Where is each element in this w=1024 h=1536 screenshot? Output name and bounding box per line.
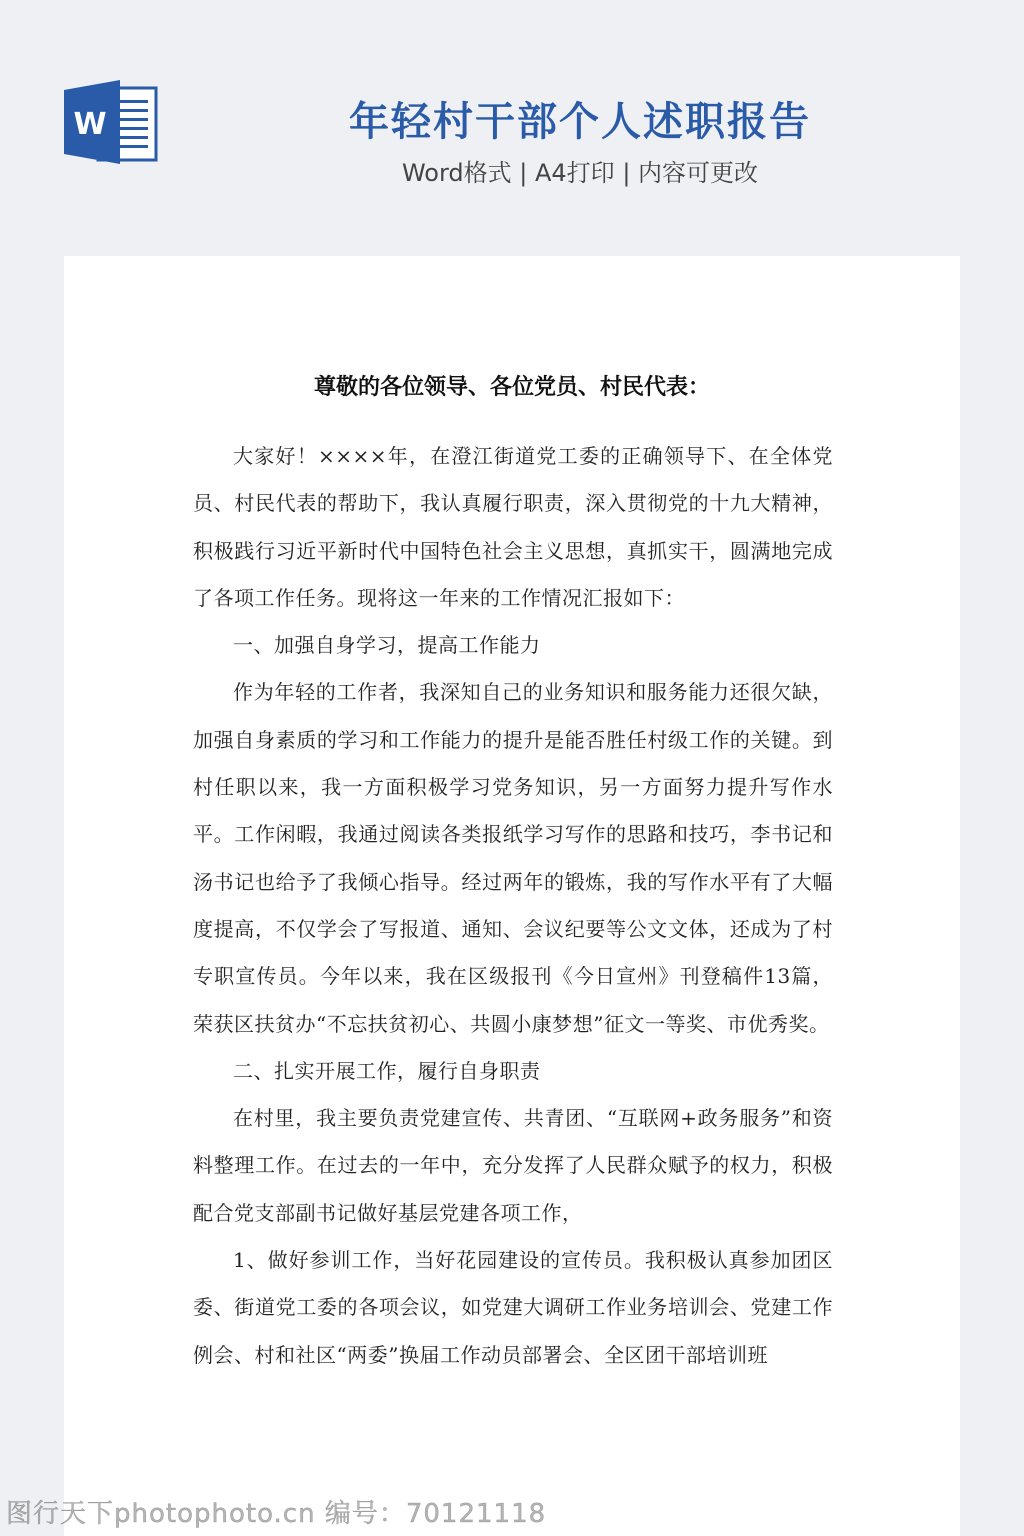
page-title: 年轻村干部个人述职报告 — [349, 99, 811, 145]
paragraph-training: 1、做好参训工作，当好花园建设的宣传员。我积极认真参加团区委、街道党工委的各项会议，如党建大调研工作业务培训会、党建工作例会、村和社区“两委”换届工作动员部署会、全区团干部培训班 — [193, 1248, 833, 1367]
paragraph-intro: 大家好！××××年，在澄江街道党工委的正确领导下、在全体党员、村民代表的帮助下，我认真履行职责，深入贯彻党的十九大精神，积极践行习近平新时代中国特色社会主义思想，真抓实干，圆满地完成了各项工作任务。现将这一年来的工作情况汇报如下： — [193, 444, 833, 610]
watermark-text: 图行天下photophoto.cn 编号：70121118 — [6, 1499, 547, 1529]
document-body — [193, 433, 833, 1379]
document-salutation: 尊敬的各位领导、各位党员、村民代表： — [313, 375, 710, 400]
word-document-icon — [64, 80, 158, 164]
paragraph-duties: 在村里，我主要负责党建宣传、共青团、“互联网+政务服务”和资料整理工作。在过去的一年中，充分发挥了人民群众赋予的权力，积极配合党支部副书记做好基层党建各项工作， — [193, 1106, 833, 1225]
svg-text:W: W — [73, 107, 107, 142]
paragraph-study: 作为年轻的工作者，我深知自己的业务知识和服务能力还很欠缺，加强自身素质的学习和工作能力的提升是能否胜任村级工作的关键。到村任职以来，我一方面积极学习党务知识，另一方面努力提升写作水平。工作闲暇，我通过阅读各类报纸学习写作的思路和技巧，李书记和汤书记也给予了我倾心指导。经过两年的锻炼，我的写作水平有了大幅度提高，不仅学会了写报道、通知、会议纪要等公文文体，还成为了村专职宣传员。今年以来，我在区级报刊《今日宣州》刊登稿件13篇，荣获区扶贫办“不忘扶贫初心、共圆小康梦想”征文一等奖、市优秀奖。 — [193, 680, 833, 1036]
page-header — [0, 0, 1024, 255]
page-subtitle: Word格式 | A4打印 | 内容可更改 — [401, 159, 759, 187]
document-page — [64, 256, 960, 1536]
section-heading-2: 二、扎实开展工作，履行自身职责 — [233, 1058, 541, 1083]
section-heading-1: 一、加强自身学习，提高工作能力 — [233, 633, 541, 658]
